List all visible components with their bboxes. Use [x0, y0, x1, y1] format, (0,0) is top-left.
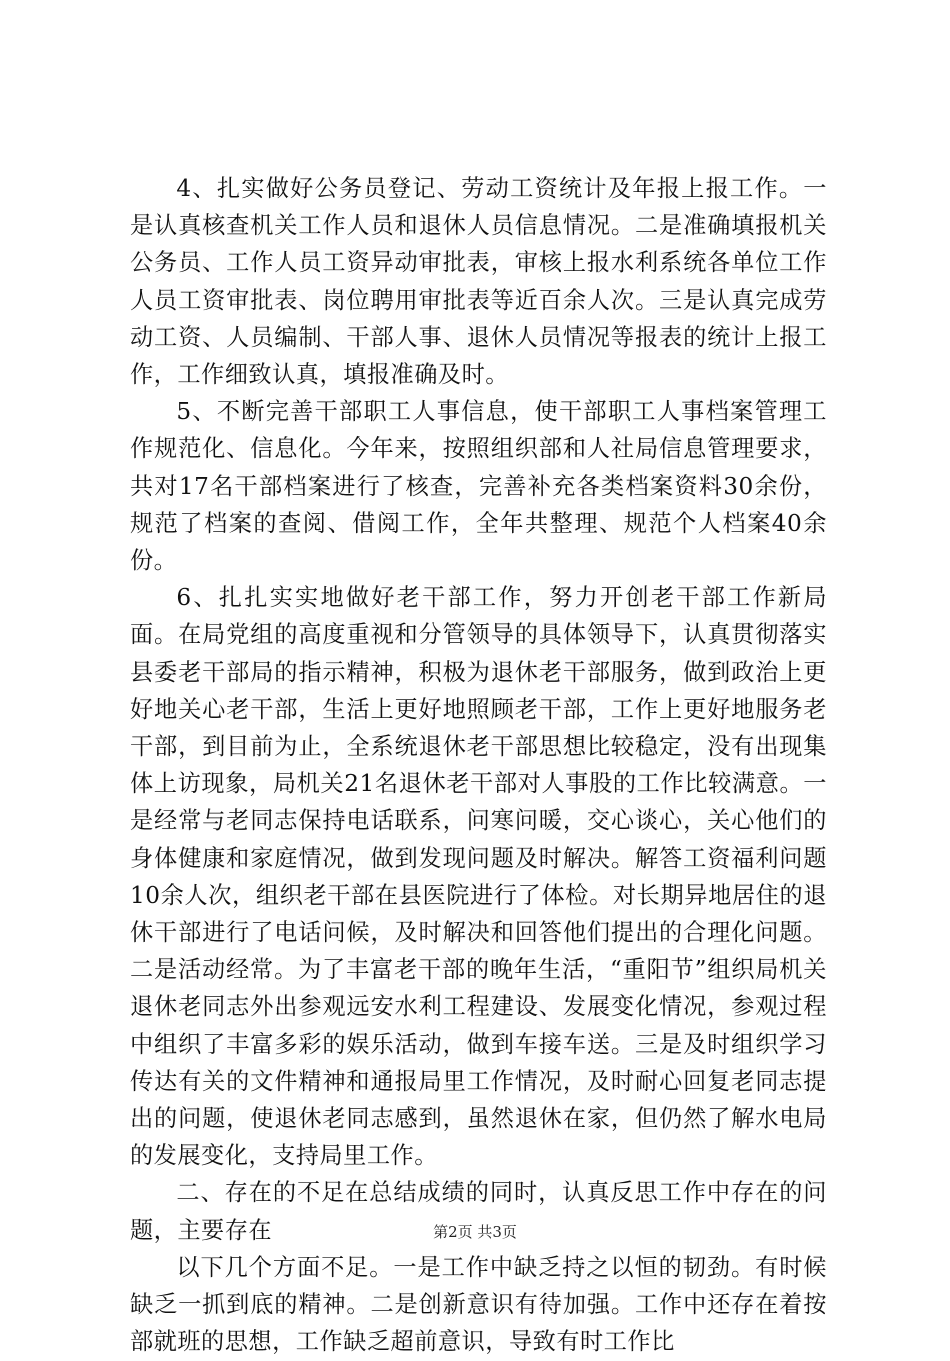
document-body [130, 170, 827, 1361]
paragraph-item-5: 5、不断完善干部职工人事信息，使干部职工人事档案管理工作规范化、信息化。今年来，按照组织部和人社局信息管理要求，共对17名干部档案进行了核查，完善补充各类档案资料30余份，规范了档案的查阅、借阅工作，全年共整理、规范个人档案40余份。 [130, 398, 827, 575]
paragraph-shortcomings-body: 以下几个方面不足。一是工作中缺乏持之以恒的韧劲。有时候缺乏一抓到底的精神。二是创新意识有待加强。工作中还存在着按部就班的思想，工作缺乏超前意识，导致有时工作比 [130, 1253, 827, 1356]
paragraph-item-4: 4、扎实做好公务员登记、劳动工资统计及年报上报工作。一是认真核查机关工作人员和退休人员信息情况。二是准确填报机关公务员、工作人员工资异动审批表，审核上报水利系统各单位工作人员工资审批表、岗位聘用审批表等近百余人次。三是认真完成劳动工资、人员编制、干部人事、退休人员情况等报表的统计上报工作，工作细致认真，填报准确及时。 [130, 175, 827, 389]
paragraph-item-6: 6、扎扎实实地做好老干部工作，努力开创老干部工作新局面。在局党组的高度重视和分管领导的具体领导下，认真贯彻落实县委老干部局的指示精神，积极为退休老干部服务，做到政治上更好地关心老干部，生活上更好地照顾老干部，工作上更好地服务老干部，到目前为止，全系统退休老干部思想比较稳定，没有出现集体上访现象，局机关21名退休老干部对人事股的工作比较满意。一是经常与老同志保持电话联系，问寒问暖，交心谈心，关心他们的身体健康和家庭情况，做到发现问题及时解决。解答工资福利问题10余人次，组织老干部在县医院进行了体检。对长期异地居住的退休干部进行了电话问候，及时解决和回答他们提出的合理化问题。二是活动经常。为了丰富老干部的晚年生活，“重阳节”组织局机关退休老同志外出参观远安水利工程建设、发展变化情况，参观过程中组织了丰富多彩的娱乐活动，做到车接车送。三是及时组织学习传达有关的文件精神和通报局里工作情况，及时耐心回复老同志提出的问题，使退休老同志感到，虽然退休在家，但仍然了解水电局的发展变化，支持局里工作。 [130, 584, 827, 1170]
page-footer: 第2页 共3页 [433, 1223, 517, 1241]
paragraph-shortcomings-heading: 二、存在的不足在总结成绩的同时，认真反思工作中存在的问题，主要存在 [130, 1179, 827, 1244]
